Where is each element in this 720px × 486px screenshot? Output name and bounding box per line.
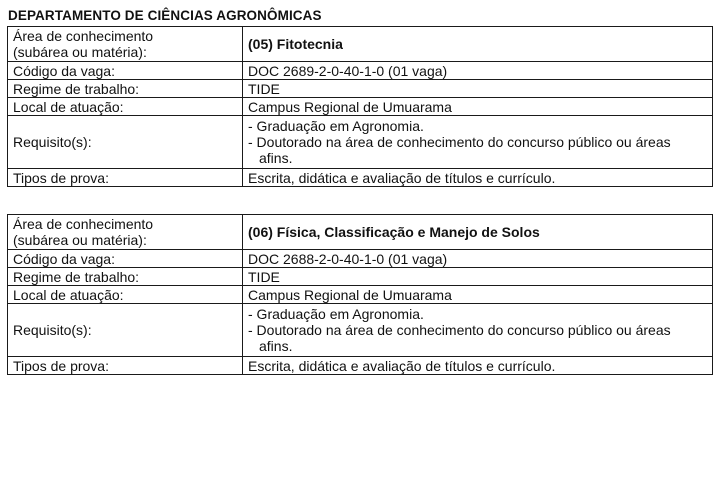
row-tipos [8, 169, 713, 187]
value-tipos: Escrita, didática e avaliação de títulos e currículo. [243, 357, 713, 375]
value-requisitos [243, 304, 713, 357]
label-local: Local de atuação: [8, 98, 243, 116]
value-area: (06) Física, Classificação e Manejo de Solos [243, 215, 713, 250]
label-area-line2: (subárea ou matéria): [13, 44, 147, 60]
label-area-line1: Área de conhecimento [13, 216, 154, 232]
row-requisitos [8, 116, 713, 169]
value-regime: TIDE [243, 80, 713, 98]
row-tipos [8, 357, 713, 375]
document-page [7, 0, 713, 375]
value-local: Campus Regional de Umuarama [243, 286, 713, 304]
row-area [8, 215, 713, 250]
requisito-item: - Graduação em Agronomia. [248, 306, 424, 322]
row-regime [8, 268, 713, 286]
row-area [8, 27, 713, 62]
value-codigo: DOC 2689-2-0-40-1-0 (01 vaga) [243, 62, 713, 80]
label-tipos: Tipos de prova: [8, 357, 243, 375]
table-spacer [7, 187, 713, 214]
row-local [8, 98, 713, 116]
label-area-line2: (subárea ou matéria): [13, 232, 147, 248]
row-requisitos [8, 304, 713, 357]
label-requisitos: Requisito(s): [8, 116, 243, 169]
value-requisitos [243, 116, 713, 169]
row-local [8, 286, 713, 304]
label-codigo: Código da vaga: [8, 250, 243, 268]
vaga-table-2 [7, 214, 713, 375]
label-tipos: Tipos de prova: [8, 169, 243, 187]
label-requisitos: Requisito(s): [8, 304, 243, 357]
requisito-item: - Graduação em Agronomia. [248, 118, 424, 134]
label-area-line1: Área de conhecimento [13, 28, 154, 44]
label-regime: Regime de trabalho: [8, 268, 243, 286]
value-codigo: DOC 2688-2-0-40-1-0 (01 vaga) [243, 250, 713, 268]
value-regime: TIDE [243, 268, 713, 286]
label-regime: Regime de trabalho: [8, 80, 243, 98]
requisito-item: - Doutorado na área de conhecimento do concurso público ou áreas afins. [248, 134, 671, 166]
value-tipos: Escrita, didática e avaliação de títulos e currículo. [243, 169, 713, 187]
requisito-item: - Doutorado na área de conhecimento do concurso público ou áreas afins. [248, 322, 671, 354]
label-local: Local de atuação: [8, 286, 243, 304]
label-codigo: Código da vaga: [8, 62, 243, 80]
row-codigo [8, 62, 713, 80]
value-local: Campus Regional de Umuarama [243, 98, 713, 116]
value-area: (05) Fitotecnia [243, 27, 713, 62]
department-title: DEPARTAMENTO DE CIÊNCIAS AGRONÔMICAS [8, 8, 322, 23]
row-regime [8, 80, 713, 98]
row-codigo [8, 250, 713, 268]
label-area [8, 27, 243, 62]
label-area [8, 215, 243, 250]
vaga-table-1 [7, 26, 713, 187]
